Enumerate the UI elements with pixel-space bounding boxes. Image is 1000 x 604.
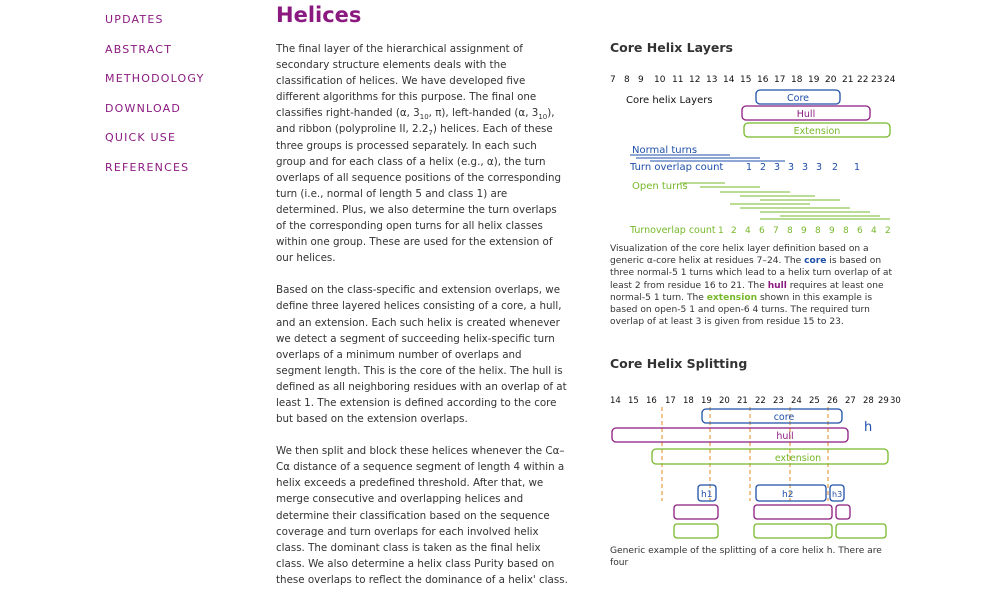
p1-text-b: , π), left-handed (α, 3	[428, 107, 539, 120]
fig1-open-count-7: 9	[801, 226, 807, 236]
fig1-caption-core: core	[804, 256, 827, 267]
fig2-res-25: 25	[809, 396, 820, 406]
fig1-open-count-1: 1	[718, 226, 724, 236]
fig2-res-17: 17	[665, 396, 676, 406]
fig1-res-8: 8	[624, 75, 630, 85]
fig2-extension-box	[652, 449, 888, 464]
fig2-res-24: 24	[791, 396, 802, 406]
p1-text-a: The final layer of the hierarchical assignment of secondary structure elements deals with the classification of helices. We have developed five different algorithms for this purpose. The final one classifies right-handed (α, 3	[276, 43, 537, 120]
fig1-res-13: 13	[706, 75, 718, 85]
figure-core-helix-layers	[610, 40, 896, 328]
figure1-caption	[610, 243, 896, 328]
nav-link-updates[interactable]: UPDATES	[105, 13, 164, 26]
fig1-open-count-2: 2	[731, 226, 737, 236]
fig2-res-27: 27	[845, 396, 856, 406]
fig2-res-30: 30	[890, 396, 901, 406]
fig1-res-23: 23	[871, 75, 883, 85]
figure2-heading: Core Helix Splitting	[610, 356, 748, 371]
fig1-open-count-5: 7	[773, 226, 779, 236]
fig2-res-29: 29	[878, 396, 889, 406]
fig1-open-overlap-label: Turnoverlap count	[630, 225, 716, 236]
fig1-overlap-1: 1	[746, 162, 753, 173]
figure2-caption: Generic example of the splitting of a core helix h. There are four	[610, 546, 882, 569]
p1-sub-3: 7	[428, 129, 433, 138]
fig1-hull-label: Hull	[796, 109, 816, 120]
nav-item-abstract	[105, 38, 205, 68]
fig1-caption-t1: Visualization of the core helix layer definition based on a generic α-core helix at residues 7–24. The	[610, 244, 869, 267]
fig1-res-7: 7	[610, 75, 616, 85]
nav-link-references[interactable]: REFERENCES	[105, 160, 190, 174]
fig2-res-16: 16	[646, 396, 657, 406]
fig2-extension-label: extension	[774, 453, 822, 464]
fig1-res-14: 14	[723, 75, 735, 85]
nav-item-download	[105, 97, 205, 127]
fig2-h1-ext	[674, 524, 718, 538]
fig1-res-22: 22	[857, 75, 869, 85]
fig2-hull-box	[612, 428, 848, 442]
main-content	[276, 41, 568, 604]
fig2-res-19: 19	[701, 396, 712, 406]
sidebar-nav	[105, 8, 205, 186]
fig1-open-count-6: 8	[787, 226, 793, 236]
p1-text-c: ), and ribbon (polyproline II, 2.2	[276, 107, 555, 136]
p1-sub-2: 10	[538, 113, 548, 122]
fig1-res-19: 19	[808, 75, 820, 85]
fig1-res-15: 15	[740, 75, 752, 85]
fig2-h2-ext	[754, 524, 832, 538]
fig1-open-count-3: 4	[745, 226, 751, 236]
figure1-diagram	[610, 55, 896, 235]
fig2-res-23: 23	[773, 396, 784, 406]
fig2-core-box	[702, 409, 842, 423]
fig1-caption-t2: is based on three normal-5 1 turns which lead to a helix turn overlap of at least 2 from residue 16 to 21. The	[610, 256, 893, 291]
fig2-h3-hull	[836, 505, 850, 519]
fig1-res-9: 9	[638, 75, 644, 85]
fig1-open-count-13: 2	[885, 226, 891, 236]
fig1-caption-t4: shown in this example is based on open-5 1 and open-6 4 turns. The required turn overlap of at least 3 is given from residue 15 to 23.	[610, 292, 873, 328]
fig1-open-count-11: 6	[857, 226, 863, 236]
fig1-overlap-8: 1	[854, 162, 861, 173]
fig1-open-count-12: 4	[871, 226, 877, 236]
fig1-overlap-6: 3	[816, 162, 823, 173]
nav-link-abstract[interactable]: ABSTRACT	[105, 42, 173, 56]
paragraph-2: Based on the class-specific and extension overlaps, we define three layered helices consisting of a core, a hull, and an extension. Each such helix is created whenever we detect a segment of succeeding helix-specific turn overlaps of a minimum number of overlaps and segment length. This is the core of the helix. The hull is defined as all neighboring residues with an overlap of at least 1. The extension is defined according to the core but based on the extension overlaps.	[276, 284, 567, 426]
paragraph-1	[276, 41, 568, 266]
p1-sub-1: 10	[419, 113, 429, 122]
fig1-res-12: 12	[689, 75, 701, 85]
fig2-h1-hull	[674, 505, 718, 519]
fig2-res-14: 14	[610, 396, 621, 406]
fig2-res-22: 22	[755, 396, 766, 406]
fig2-res-15: 15	[628, 396, 639, 406]
fig2-res-28: 28	[863, 396, 874, 406]
fig1-overlap-5: 3	[802, 162, 809, 173]
fig1-caption-extension: extension	[706, 292, 758, 303]
fig1-overlap-3: 3	[774, 162, 781, 173]
nav-item-quick-use	[105, 126, 205, 156]
fig1-caption-hull: hull	[767, 280, 787, 291]
nav-link-methodology[interactable]: METHODOLOGY	[105, 72, 205, 86]
fig2-hull-label: hull	[776, 431, 794, 442]
fig2-h1-label: h1	[701, 490, 713, 500]
fig2-res-18: 18	[683, 396, 694, 406]
fig2-res-26: 26	[827, 396, 838, 406]
fig1-turn-overlap-label: Turn overlap count	[630, 162, 724, 173]
nav-link-download[interactable]: DOWNLOAD	[105, 101, 182, 115]
figure-core-helix-splitting	[610, 356, 901, 569]
fig1-row-label: Core helix Layers	[626, 95, 713, 106]
fig2-res-20: 20	[719, 396, 730, 406]
fig1-open-turn-lines	[680, 183, 890, 219]
nav-item-references	[105, 156, 205, 186]
fig1-open-count-8: 8	[815, 226, 821, 236]
fig1-res-16: 16	[757, 75, 769, 85]
fig1-caption-t3: requires at least one normal-5 1 turn. The	[610, 280, 884, 303]
nav-item-updates	[105, 8, 205, 38]
fig2-h3-label: h3	[832, 490, 843, 499]
fig1-res-21: 21	[842, 75, 854, 85]
fig1-core-label: Core	[787, 93, 809, 104]
fig2-h2-hull	[754, 505, 832, 519]
page-title: Helices	[276, 3, 362, 27]
fig1-extension-label: Extension	[793, 126, 841, 137]
fig1-overlap-2: 2	[760, 162, 767, 173]
fig1-res-18: 18	[791, 75, 803, 85]
nav-link-quick-use[interactable]: QUICK USE	[105, 131, 177, 145]
paragraph-3: We then split and block these helices whenever the Cα–Cα distance of a sequence segment of length 4 within a helix exceeds a predefined threshold. After that, we merge consecutive and overlapping helices and determine their classification based on the sequence coverage and turn overlaps for each involved helix class. The dominant class is taken as the final helix class. We also determine a helix class Purity based on these overlaps to reflect the dominance of a helix' class.	[276, 445, 568, 586]
figure2-diagram	[610, 371, 901, 541]
figure1-heading: Core Helix Layers	[610, 40, 733, 55]
fig1-res-10: 10	[654, 75, 666, 85]
fig2-core-label: core	[773, 412, 795, 423]
fig1-res-24: 24	[884, 75, 896, 85]
p1-text-d: ) helices. Each of these three groups is processed separately. In each such group and for each class of a helix (e.g., α), the turn overlaps of all sequence positions of the corresponding turn (i.e., normal of length 5 and class 1) are determined. Plus, we also determine the turn overlaps of the corresponding open turns for all helix classes within one group. These are used for the extension of our helices.	[276, 123, 562, 265]
fig1-res-20: 20	[825, 75, 837, 85]
fig1-open-count-9: 9	[829, 226, 835, 236]
fig1-res-11: 11	[672, 75, 684, 85]
fig1-overlap-7: 2	[832, 162, 839, 173]
fig2-h2-label: h2	[782, 490, 794, 500]
fig1-overlap-4: 3	[788, 162, 795, 173]
fig2-h3-ext	[836, 524, 886, 538]
fig1-open-turns-label: Open turns	[632, 181, 688, 192]
fig2-res-21: 21	[737, 396, 748, 406]
fig1-normal-turns-label: Normal turns	[632, 145, 698, 156]
fig1-open-count-4: 6	[759, 226, 765, 236]
nav-item-methodology	[105, 67, 205, 97]
fig1-open-count-10: 8	[843, 226, 849, 236]
fig1-res-17: 17	[774, 75, 786, 85]
fig2-h-label: h	[864, 420, 873, 435]
